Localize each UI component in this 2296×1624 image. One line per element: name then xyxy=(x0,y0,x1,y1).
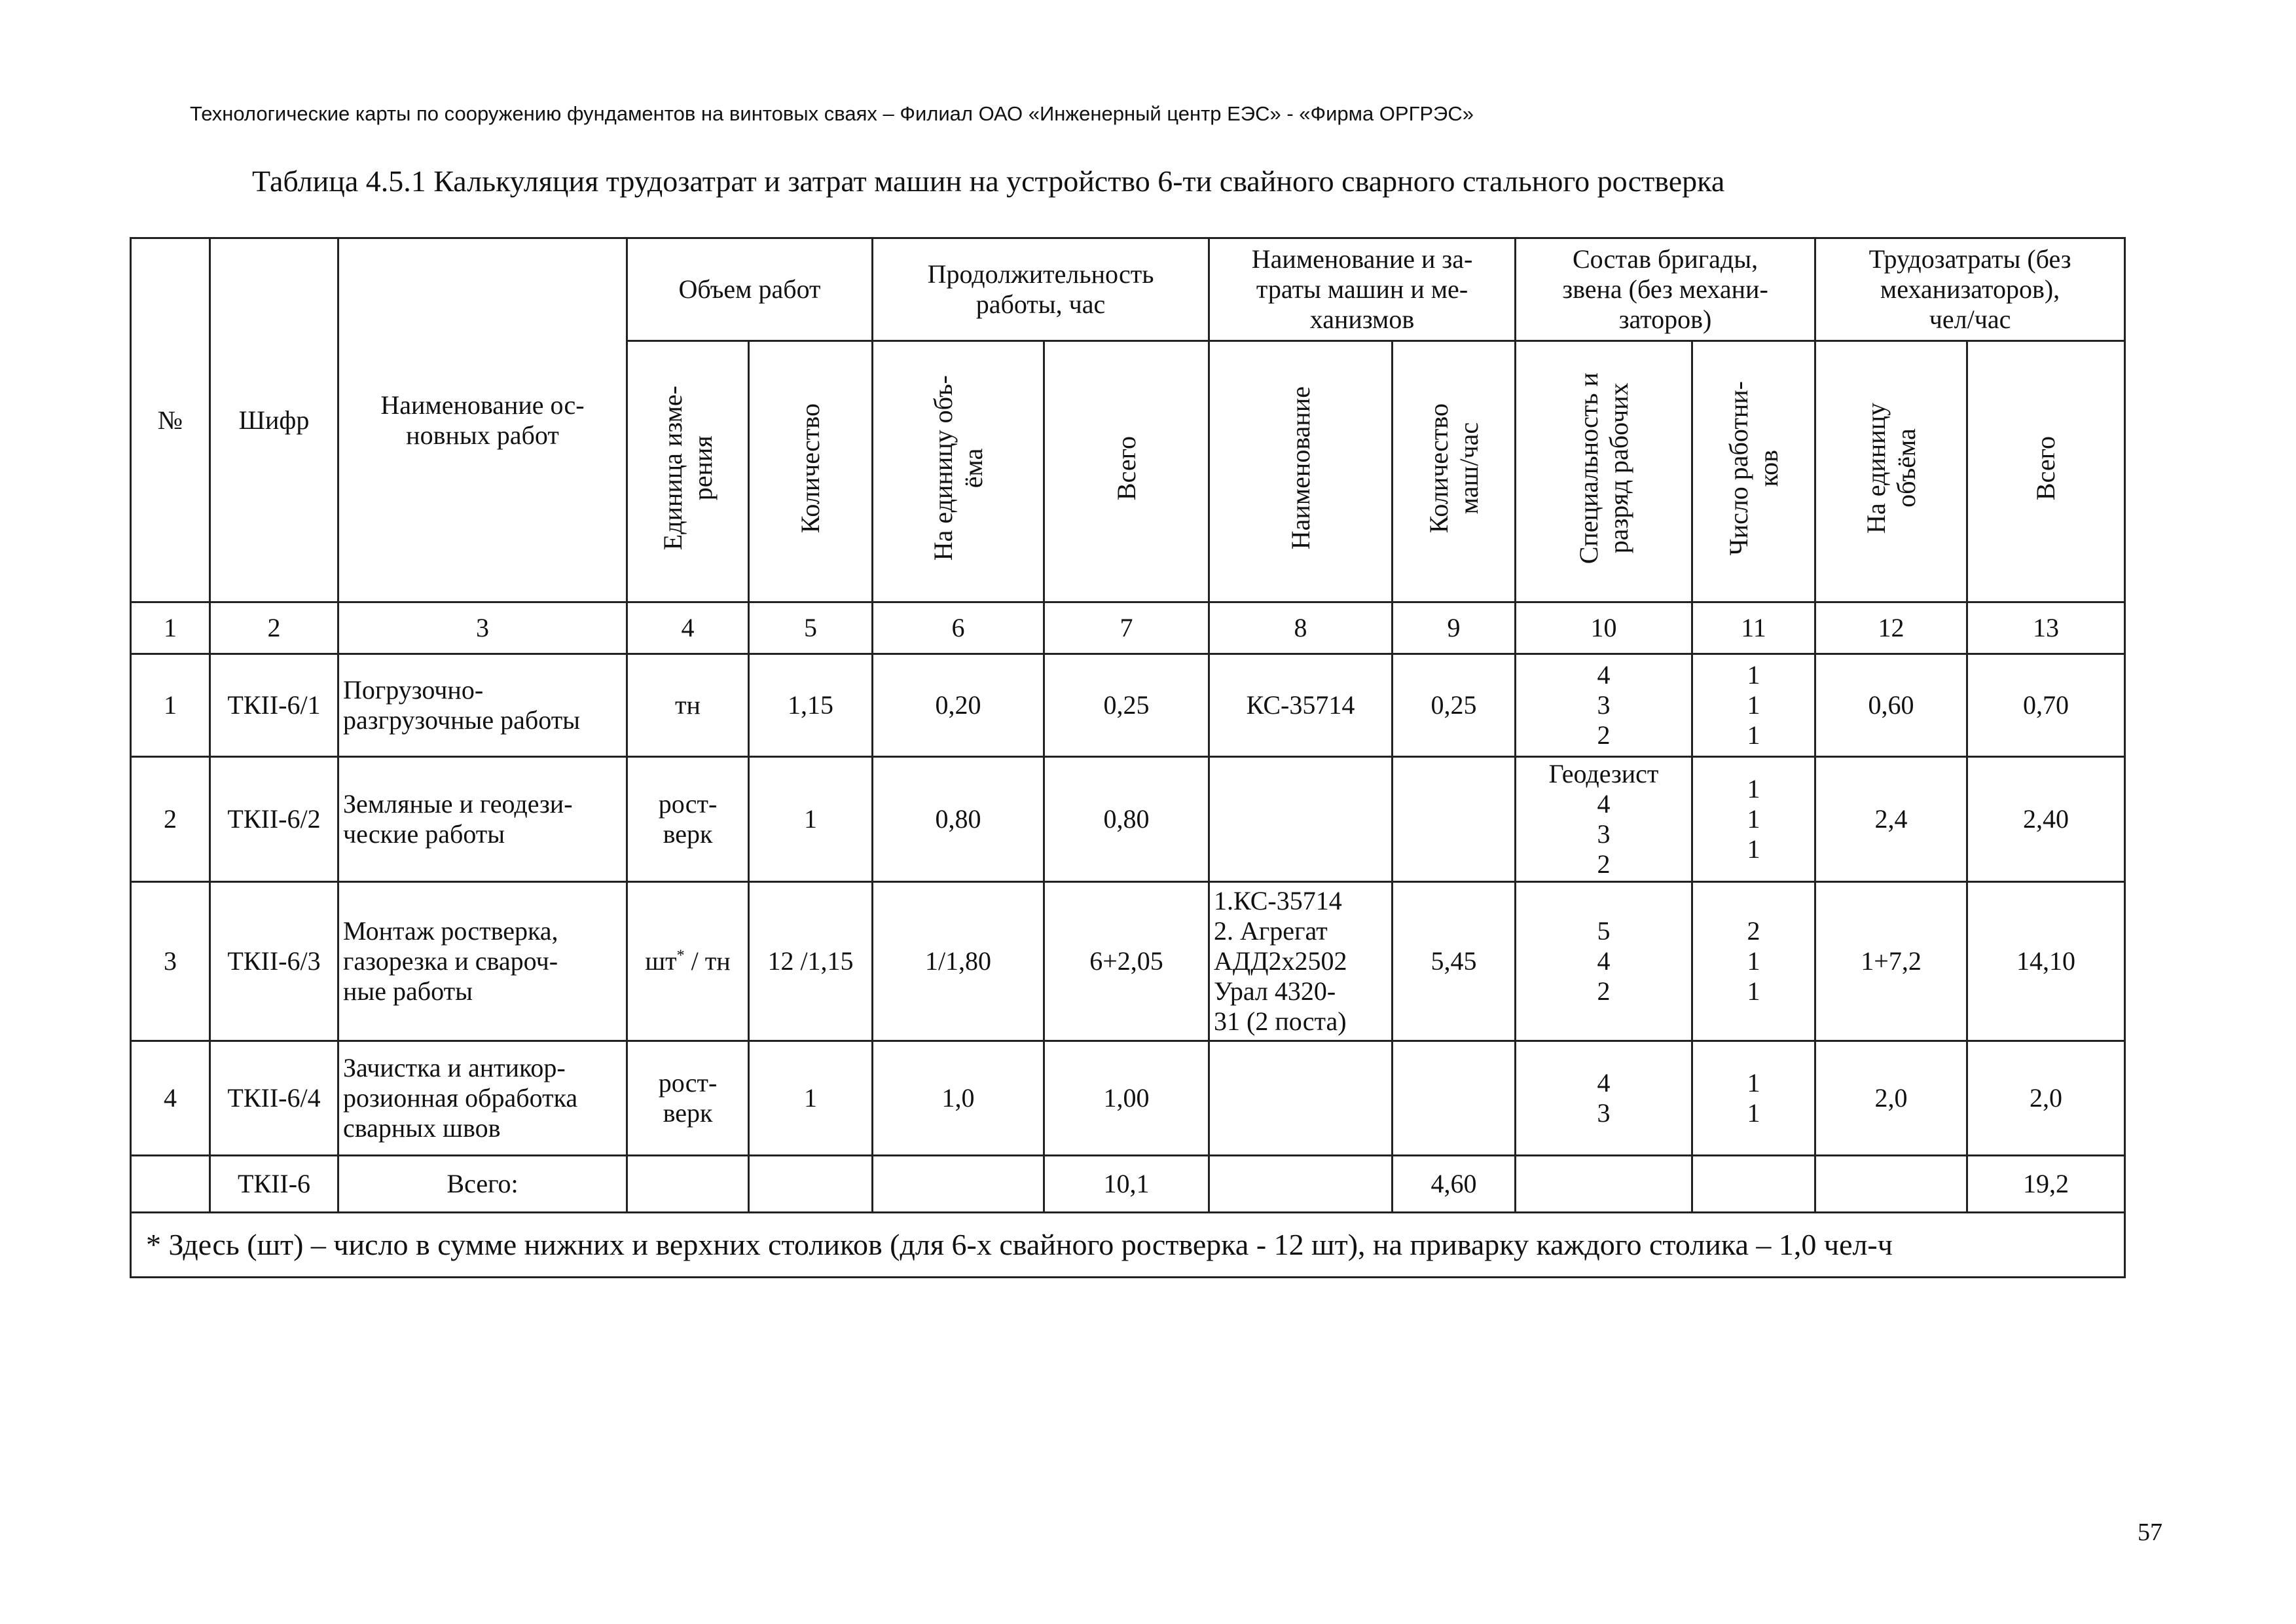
col-header-quantity-text: Количество xyxy=(795,403,825,534)
col-header-machine-qty xyxy=(1393,341,1516,602)
row-labor-per-unit: 0,60 xyxy=(1815,654,1967,757)
total-row xyxy=(131,1156,2125,1213)
col-header-per-unit-text: На единицу объ- ёма xyxy=(928,375,988,561)
col-header-machines: Наименование и за- траты машин и ме- ханизмов xyxy=(1209,238,1516,341)
col-header-no: № xyxy=(131,238,210,602)
row-labor-total: 14,10 xyxy=(1967,882,2125,1041)
row-work-name: Погрузочно- разгрузочные работы xyxy=(338,654,627,757)
row-machine-qty xyxy=(1393,757,1516,882)
total-code: ТКII-6 xyxy=(210,1156,338,1213)
total-empty xyxy=(873,1156,1044,1213)
table-row xyxy=(131,654,2125,757)
col-header-machine-qty-text: Количество маш/час xyxy=(1423,403,1484,534)
column-number: 7 xyxy=(1044,602,1209,654)
column-number: 10 xyxy=(1516,602,1692,654)
row-quantity: 1,15 xyxy=(749,654,873,757)
row-total: 0,80 xyxy=(1044,757,1209,882)
col-header-work-name: Наименование ос- новных работ xyxy=(338,238,627,602)
row-unit-rest: / тн xyxy=(684,946,731,976)
row-total: 1,00 xyxy=(1044,1041,1209,1156)
col-header-total-text: Всего xyxy=(1111,435,1141,501)
row-quantity: 1 xyxy=(749,757,873,882)
col-header-labor: Трудозатраты (без механизаторов), чел/час xyxy=(1815,238,2125,341)
row-machine-qty: 5,45 xyxy=(1393,882,1516,1041)
row-machine-qty xyxy=(1393,1041,1516,1156)
col-header-workers-text: Число работни- ков xyxy=(1723,380,1783,556)
col-header-crew: Состав бригады, звена (без механи- заторов) xyxy=(1516,238,1815,341)
row-labor-total: 0,70 xyxy=(1967,654,2125,757)
row-specialty: 5 4 2 xyxy=(1516,882,1692,1041)
page-number: 57 xyxy=(2138,1519,2162,1546)
col-header-unit-text: Единица изме- рения xyxy=(657,386,718,551)
row-unit-main: шт xyxy=(645,946,677,976)
total-empty xyxy=(627,1156,749,1213)
column-number: 4 xyxy=(627,602,749,654)
row-workers: 1 1 xyxy=(1692,1041,1815,1156)
col-header-workers xyxy=(1692,341,1815,602)
total-empty xyxy=(1209,1156,1393,1213)
column-number: 13 xyxy=(1967,602,2125,654)
col-header-machine-name-text: Наименование xyxy=(1285,386,1315,550)
row-no: 1 xyxy=(131,654,210,757)
col-header-labor-per-unit-text: На единицу объёма xyxy=(1861,403,1921,534)
row-total: 6+2,05 xyxy=(1044,882,1209,1041)
row-workers: 2 1 1 xyxy=(1692,882,1815,1041)
row-quantity: 12 /1,15 xyxy=(749,882,873,1041)
row-per-unit: 1/1,80 xyxy=(873,882,1044,1041)
column-number-row xyxy=(131,602,2125,654)
column-number: 1 xyxy=(131,602,210,654)
row-labor-per-unit: 1+7,2 xyxy=(1815,882,1967,1041)
column-number: 8 xyxy=(1209,602,1393,654)
header-row-1 xyxy=(131,238,2125,341)
row-labor-per-unit: 2,4 xyxy=(1815,757,1967,882)
column-number: 9 xyxy=(1393,602,1516,654)
row-code: ТКII-6/1 xyxy=(210,654,338,757)
row-machine xyxy=(1209,1041,1393,1156)
row-machine xyxy=(1209,757,1393,882)
col-header-quantity xyxy=(749,341,873,602)
col-header-labor-total-text: Всего xyxy=(2031,435,2061,501)
row-labor-per-unit: 2,0 xyxy=(1815,1041,1967,1156)
row-work-name: Зачистка и антикор- розионная обработка сварных швов xyxy=(338,1041,627,1156)
table-row xyxy=(131,1041,2125,1156)
row-no: 4 xyxy=(131,1041,210,1156)
row-machine: 1.КС-35714 2. Агрегат АДД2х2502 Урал 4320- 31 (2 поста) xyxy=(1209,882,1393,1041)
row-labor-total: 2,0 xyxy=(1967,1041,2125,1156)
row-quantity: 1 xyxy=(749,1041,873,1156)
total-empty xyxy=(1815,1156,1967,1213)
row-unit: тн xyxy=(627,654,749,757)
total-empty xyxy=(131,1156,210,1213)
row-work-name: Монтаж ростверка, газорезка и свароч- ные работы xyxy=(338,882,627,1041)
row-labor-total: 2,40 xyxy=(1967,757,2125,882)
table-footnote: * Здесь (шт) – число в сумме нижних и верхних столиков (для 6-х свайного ростверка - 12 шт), на приварку каждого столика – 1,0 чел-ч xyxy=(131,1213,2125,1278)
total-duration: 10,1 xyxy=(1044,1156,1209,1213)
row-work-name: Земляные и геодези- ческие работы xyxy=(338,757,627,882)
row-no: 3 xyxy=(131,882,210,1041)
col-header-labor-per-unit xyxy=(1815,341,1967,602)
row-workers: 1 1 1 xyxy=(1692,654,1815,757)
row-code: ТКII-6/3 xyxy=(210,882,338,1041)
total-empty xyxy=(749,1156,873,1213)
col-header-volume: Объем работ xyxy=(627,238,873,341)
col-header-specialty xyxy=(1516,341,1692,602)
col-header-duration: Продолжительность работы, час xyxy=(873,238,1209,341)
table-title: Таблица 4.5.1 Калькуляция трудозатрат и затрат машин на устройство 6-ти свайного сварного стального ростверка xyxy=(252,164,1725,198)
total-label: Всего: xyxy=(338,1156,627,1213)
row-unit xyxy=(627,882,749,1041)
column-number: 2 xyxy=(210,602,338,654)
column-number: 5 xyxy=(749,602,873,654)
table-row xyxy=(131,757,2125,882)
row-code: ТКII-6/2 xyxy=(210,757,338,882)
row-specialty: Геодезист 4 3 2 xyxy=(1516,757,1692,882)
col-header-machine-name xyxy=(1209,341,1393,602)
col-header-specialty-text: Специальность и разряд рабочих xyxy=(1573,372,1633,564)
row-unit: рост- верк xyxy=(627,1041,749,1156)
total-machine-qty: 4,60 xyxy=(1393,1156,1516,1213)
col-header-total xyxy=(1044,341,1209,602)
column-number: 6 xyxy=(873,602,1044,654)
row-code: ТКII-6/4 xyxy=(210,1041,338,1156)
row-machine-qty: 0,25 xyxy=(1393,654,1516,757)
row-workers: 1 1 1 xyxy=(1692,757,1815,882)
footnote-marker: * xyxy=(676,947,685,965)
total-empty xyxy=(1516,1156,1692,1213)
table-row xyxy=(131,882,2125,1041)
col-header-code: Шифр xyxy=(210,238,338,602)
row-specialty: 4 3 xyxy=(1516,1041,1692,1156)
total-labor: 19,2 xyxy=(1967,1156,2125,1213)
running-header: Технологические карты по сооружению фундаментов на винтовых сваях – Филиал ОАО «Инженерный центр ЕЭС» - «Фирма ОРГРЭС» xyxy=(190,102,1474,125)
col-header-labor-total xyxy=(1967,341,2125,602)
labor-cost-table xyxy=(130,237,2126,1278)
row-machine: КС-35714 xyxy=(1209,654,1393,757)
column-number: 12 xyxy=(1815,602,1967,654)
total-empty xyxy=(1692,1156,1815,1213)
row-no: 2 xyxy=(131,757,210,882)
column-number: 3 xyxy=(338,602,627,654)
col-header-unit xyxy=(627,341,749,602)
row-per-unit: 1,0 xyxy=(873,1041,1044,1156)
row-per-unit: 0,80 xyxy=(873,757,1044,882)
column-number: 11 xyxy=(1692,602,1815,654)
row-per-unit: 0,20 xyxy=(873,654,1044,757)
row-unit: рост- верк xyxy=(627,757,749,882)
row-total: 0,25 xyxy=(1044,654,1209,757)
row-specialty: 4 3 2 xyxy=(1516,654,1692,757)
footnote-row xyxy=(131,1213,2125,1278)
col-header-per-unit xyxy=(873,341,1044,602)
